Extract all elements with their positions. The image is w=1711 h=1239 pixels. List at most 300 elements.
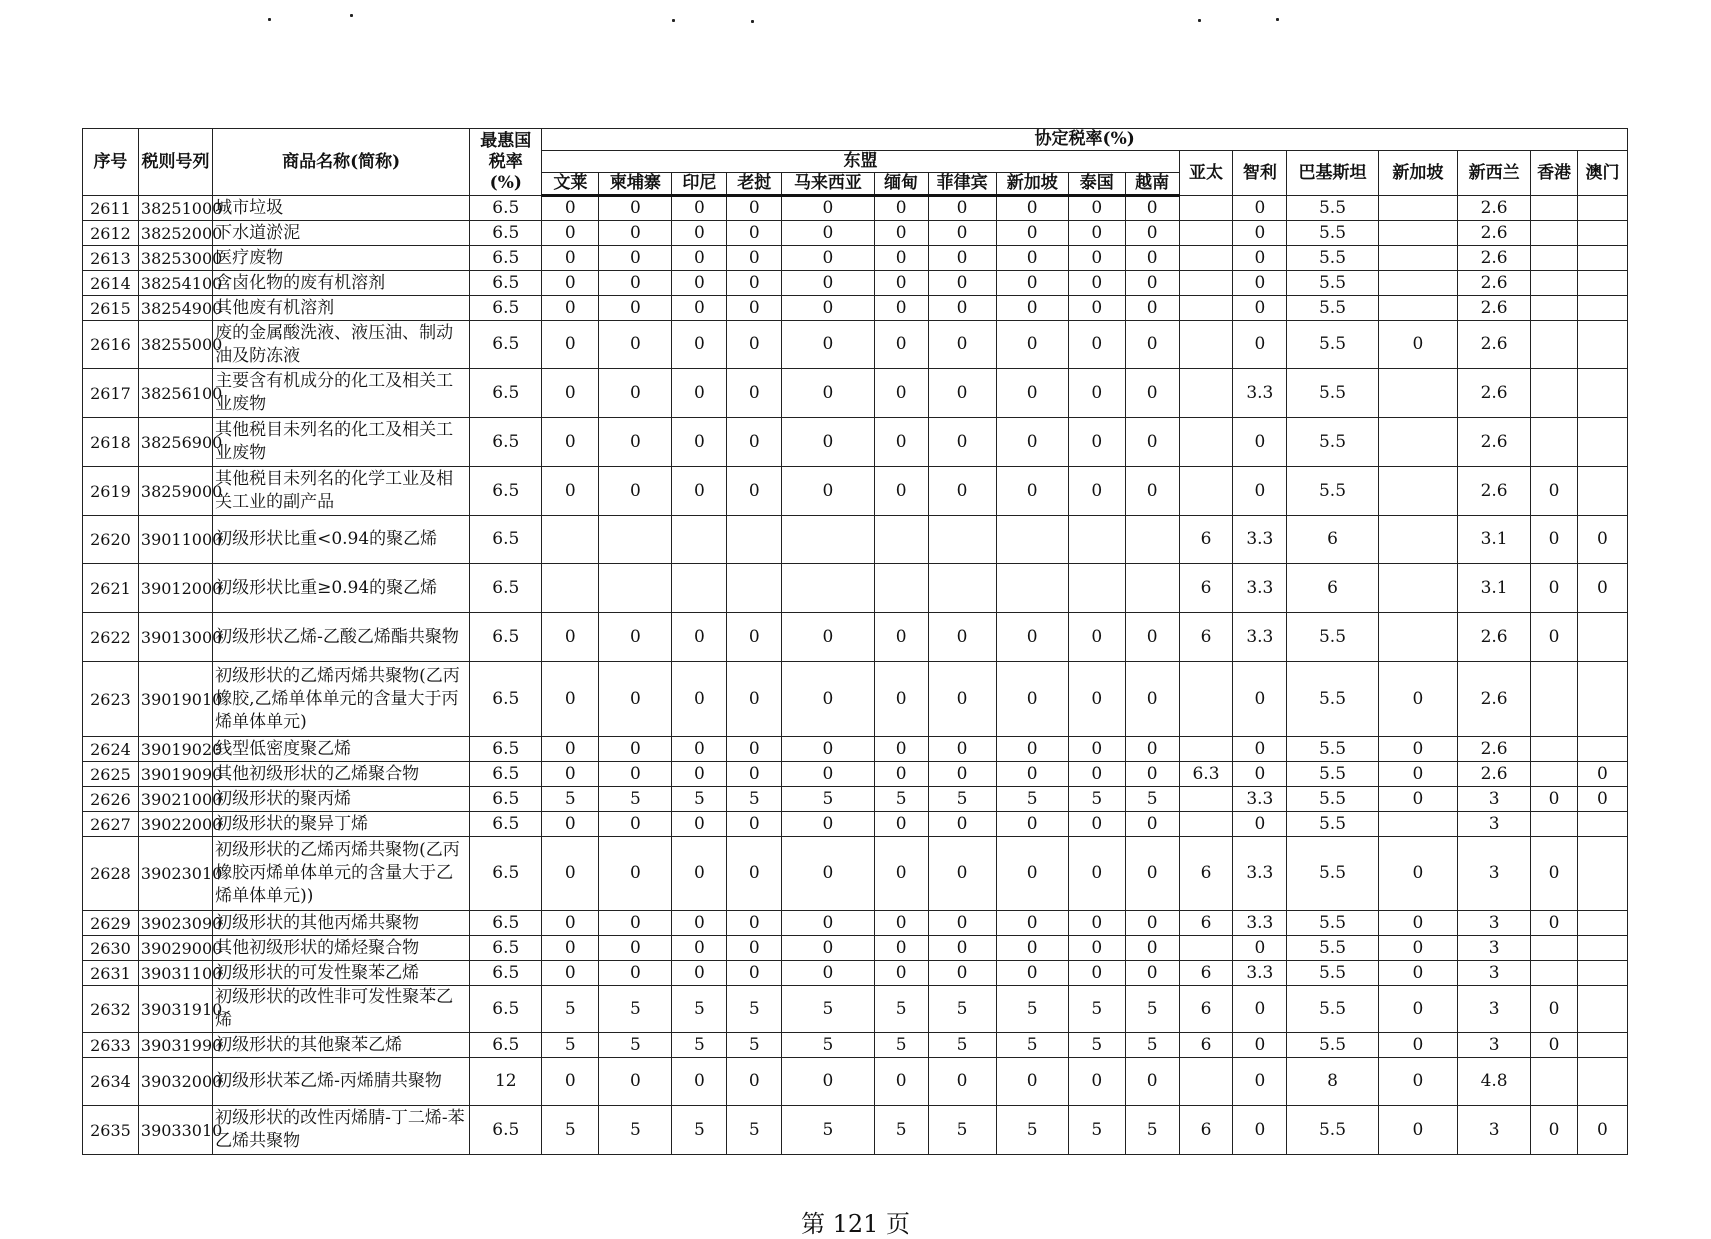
row-rate-cell: 0 [928,296,996,321]
row-rate-cell: 0 [782,762,874,787]
row-rate-cell [542,516,599,564]
row-rate-cell: 0 [1068,936,1125,961]
row-rate-cell: 0 [1068,467,1125,516]
row-rate-cell: 0 [928,271,996,296]
row-rate-cell: 2.6 [1458,467,1531,516]
row-mfn: 6.5 [470,221,542,246]
row-rate-cell: 0 [1378,1033,1457,1058]
row-rate-cell: 0 [727,296,782,321]
table-row [83,1106,1628,1155]
row-code: 39022000 [138,812,212,837]
row-rate-cell: 0 [1233,1106,1287,1155]
row-rate-cell: 5.5 [1287,787,1378,812]
row-rate-cell [1378,418,1457,467]
row-rate-cell [1179,787,1233,812]
row-rate-cell: 0 [782,271,874,296]
row-rate-cell: 0 [928,1058,996,1106]
table-row [83,662,1628,737]
row-rate-cell: 0 [782,321,874,369]
row-rate-cell: 0 [928,737,996,762]
row-rate-cell: 0 [672,467,727,516]
row-rate-cell: 0 [599,321,672,369]
header-other-4: 新西兰 [1458,151,1531,196]
row-code: 39012000 [138,564,212,613]
row-rate-cell: 5 [1068,787,1125,812]
row-rate-cell: 0 [996,196,1068,221]
header-other-5: 香港 [1531,151,1578,196]
row-rate-cell: 0 [1577,1106,1627,1155]
row-seq: 2628 [83,837,139,911]
row-rate-cell: 0 [996,936,1068,961]
row-rate-cell [1531,812,1578,837]
header-mfn [470,129,542,196]
row-name: 初级形状的可发性聚苯乙烯 [213,961,470,986]
row-rate-cell: 0 [1068,221,1125,246]
row-rate-cell: 0 [782,1058,874,1106]
row-rate-cell: 0 [782,246,874,271]
row-rate-cell: 2.6 [1458,196,1531,221]
row-rate-cell: 0 [996,812,1068,837]
row-rate-cell: 0 [1125,812,1179,837]
row-rate-cell: 0 [1378,961,1457,986]
row-rate-cell: 6 [1179,1033,1233,1058]
row-rate-cell: 0 [928,246,996,271]
row-rate-cell: 0 [1378,762,1457,787]
row-rate-cell: 0 [1378,837,1457,911]
row-rate-cell: 5 [874,787,928,812]
row-rate-cell: 6 [1287,564,1378,613]
row-rate-cell: 0 [782,737,874,762]
row-rate-cell: 0 [1531,837,1578,911]
row-code: 39021000 [138,787,212,812]
row-rate-cell: 0 [727,662,782,737]
row-rate-cell: 0 [1125,321,1179,369]
row-rate-cell [1531,369,1578,418]
row-rate-cell: 0 [1378,321,1457,369]
row-rate-cell: 5 [1068,1106,1125,1155]
row-rate-cell: 0 [996,369,1068,418]
row-seq: 2627 [83,812,139,837]
row-rate-cell: 0 [1068,613,1125,662]
row-rate-cell: 5 [1125,787,1179,812]
row-rate-cell: 5 [599,1106,672,1155]
row-rate-cell: 0 [1577,787,1627,812]
row-rate-cell: 0 [542,271,599,296]
row-rate-cell: 5 [1068,986,1125,1033]
row-rate-cell [782,564,874,613]
row-rate-cell [1577,296,1627,321]
row-rate-cell [599,564,672,613]
row-rate-cell: 0 [1233,296,1287,321]
header-other-1: 智利 [1233,151,1287,196]
row-rate-cell: 0 [727,1058,782,1106]
table-row [83,516,1628,564]
row-rate-cell: 0 [874,936,928,961]
row-rate-cell: 0 [1233,321,1287,369]
table-row [83,737,1628,762]
row-rate-cell: 5.5 [1287,296,1378,321]
table-row [83,762,1628,787]
row-rate-cell [1531,936,1578,961]
row-rate-cell: 0 [1125,762,1179,787]
row-rate-cell: 0 [672,271,727,296]
row-rate-cell: 0 [996,296,1068,321]
row-rate-cell [1378,812,1457,837]
row-rate-cell: 0 [672,662,727,737]
row-rate-cell: 0 [1125,936,1179,961]
row-rate-cell: 5 [727,787,782,812]
row-rate-cell: 0 [1378,1058,1457,1106]
table-row [83,986,1628,1033]
row-rate-cell [782,516,874,564]
row-rate-cell [1577,271,1627,296]
row-rate-cell: 5.5 [1287,837,1378,911]
page-number: 第 121 页 [800,1210,911,1238]
row-rate-cell: 0 [782,837,874,911]
row-rate-cell: 0 [1378,1106,1457,1155]
row-code: 38251000 [138,196,212,221]
row-rate-cell: 0 [542,613,599,662]
row-name: 初级形状的其他丙烯共聚物 [213,911,470,936]
row-rate-cell: 0 [1068,737,1125,762]
header-asean-7: 新加坡 [996,173,1068,196]
row-rate-cell [1577,812,1627,837]
row-rate-cell: 0 [1531,1033,1578,1058]
row-rate-cell: 6 [1179,961,1233,986]
header-asean-2: 印尼 [672,173,727,196]
row-rate-cell: 0 [1233,221,1287,246]
row-rate-cell [1179,369,1233,418]
row-rate-cell: 0 [996,271,1068,296]
row-seq: 2622 [83,613,139,662]
table-row [83,369,1628,418]
row-rate-cell: 0 [996,837,1068,911]
table-row [83,564,1628,613]
row-rate-cell: 0 [672,369,727,418]
row-rate-cell: 0 [1577,762,1627,787]
row-seq: 2621 [83,564,139,613]
row-rate-cell: 0 [874,418,928,467]
row-rate-cell [928,564,996,613]
row-seq: 2615 [83,296,139,321]
row-rate-cell: 0 [542,837,599,911]
row-rate-cell: 5 [542,787,599,812]
row-rate-cell: 0 [1068,369,1125,418]
row-rate-cell: 0 [599,961,672,986]
row-rate-cell: 3 [1458,812,1531,837]
row-rate-cell: 0 [996,911,1068,936]
row-rate-cell: 5 [599,1033,672,1058]
row-rate-cell: 4.8 [1458,1058,1531,1106]
row-rate-cell: 3.3 [1233,837,1287,911]
row-rate-cell: 3.3 [1233,369,1287,418]
row-rate-cell: 0 [782,296,874,321]
row-code: 38254100 [138,271,212,296]
row-rate-cell: 5.5 [1287,196,1378,221]
row-rate-cell: 0 [1125,467,1179,516]
header-mfn-line1: 最惠国 [480,130,532,151]
row-rate-cell: 6 [1179,837,1233,911]
row-code: 39013000 [138,613,212,662]
header-asean-8: 泰国 [1068,173,1125,196]
row-mfn: 6.5 [470,418,542,467]
row-rate-cell: 8 [1287,1058,1378,1106]
row-rate-cell: 0 [1068,911,1125,936]
header-mfn-line3: (%) [489,172,522,193]
row-rate-cell: 5.5 [1287,762,1378,787]
row-rate-cell: 0 [727,737,782,762]
header-agreement: 协定税率(%) [542,129,1628,151]
row-rate-cell [1068,564,1125,613]
row-rate-cell: 2.6 [1458,613,1531,662]
row-rate-cell: 0 [928,418,996,467]
row-rate-cell: 0 [996,613,1068,662]
row-rate-cell: 0 [542,762,599,787]
row-rate-cell: 0 [599,296,672,321]
row-rate-cell: 0 [542,1058,599,1106]
row-rate-cell: 5 [996,986,1068,1033]
row-rate-cell: 6 [1287,516,1378,564]
row-seq: 2623 [83,662,139,737]
row-rate-cell: 0 [542,662,599,737]
row-rate-cell: 0 [1125,911,1179,936]
row-rate-cell: 2.6 [1458,296,1531,321]
row-rate-cell [1179,1058,1233,1106]
row-seq: 2633 [83,1033,139,1058]
row-seq: 2620 [83,516,139,564]
row-rate-cell: 0 [874,762,928,787]
row-name: 含卤化物的废有机溶剂 [213,271,470,296]
row-rate-cell: 0 [727,196,782,221]
row-rate-cell: 0 [1233,762,1287,787]
row-rate-cell: 0 [874,369,928,418]
row-rate-cell: 0 [874,911,928,936]
row-rate-cell: 0 [996,961,1068,986]
row-rate-cell [1531,196,1578,221]
row-rate-cell: 5.5 [1287,613,1378,662]
row-rate-cell: 0 [1378,737,1457,762]
row-rate-cell: 0 [727,418,782,467]
header-name: 商品名称(简称) [213,129,470,196]
row-rate-cell: 0 [874,196,928,221]
row-rate-cell: 0 [727,762,782,787]
row-rate-cell [1531,321,1578,369]
row-rate-cell [1378,296,1457,321]
table-row [83,221,1628,246]
row-rate-cell: 0 [1125,737,1179,762]
header-asean-6: 菲律宾 [928,173,996,196]
row-rate-cell [996,564,1068,613]
row-name: 废的金属酸洗液、液压油、制动油及防冻液 [213,321,470,369]
table-row [83,812,1628,837]
row-rate-cell: 0 [996,246,1068,271]
row-code: 38256900 [138,418,212,467]
row-rate-cell: 6 [1179,516,1233,564]
row-rate-cell [1378,369,1457,418]
row-rate-cell: 0 [1233,271,1287,296]
row-rate-cell: 0 [928,961,996,986]
row-rate-cell: 0 [1068,662,1125,737]
row-rate-cell: 5 [928,986,996,1033]
row-rate-cell: 5 [672,1033,727,1058]
row-rate-cell [1577,737,1627,762]
row-rate-cell: 0 [874,1058,928,1106]
row-rate-cell: 0 [928,911,996,936]
row-rate-cell: 0 [1125,221,1179,246]
row-rate-cell: 0 [996,467,1068,516]
row-rate-cell: 0 [599,762,672,787]
row-rate-cell: 0 [1125,418,1179,467]
table-row [83,961,1628,986]
header-asean-5: 缅甸 [874,173,928,196]
row-mfn: 6.5 [470,369,542,418]
row-rate-cell: 0 [1125,196,1179,221]
row-rate-cell: 6 [1179,911,1233,936]
row-rate-cell: 0 [874,221,928,246]
row-rate-cell: 0 [1233,196,1287,221]
row-rate-cell [874,516,928,564]
row-rate-cell: 0 [1068,762,1125,787]
header-mfn-line2: 税率 [488,151,523,172]
row-rate-cell: 0 [874,737,928,762]
row-name: 初级形状的乙烯丙烯共聚物(乙丙橡胶丙烯单体单元的含量大于乙烯单体单元)) [213,837,470,911]
row-rate-cell [1531,221,1578,246]
row-rate-cell: 0 [1531,516,1578,564]
table-row [83,246,1628,271]
row-rate-cell: 5.5 [1287,418,1378,467]
row-rate-cell: 5 [874,1033,928,1058]
row-code: 39019090 [138,762,212,787]
row-rate-cell: 0 [1125,1058,1179,1106]
row-rate-cell [1531,246,1578,271]
row-mfn: 6.5 [470,936,542,961]
row-seq: 2616 [83,321,139,369]
row-rate-cell: 0 [928,762,996,787]
row-rate-cell: 0 [542,936,599,961]
row-rate-cell: 6 [1179,613,1233,662]
row-rate-cell: 0 [599,418,672,467]
row-rate-cell: 0 [1068,418,1125,467]
row-code: 39019010 [138,662,212,737]
row-rate-cell: 5 [542,1106,599,1155]
row-name: 下水道淤泥 [213,221,470,246]
row-rate-cell: 5 [996,787,1068,812]
row-rate-cell: 0 [672,936,727,961]
header-asean-3: 老挝 [727,173,782,196]
row-rate-cell: 0 [782,936,874,961]
row-rate-cell [599,516,672,564]
row-rate-cell: 5 [874,1106,928,1155]
row-rate-cell [1378,516,1457,564]
row-seq: 2613 [83,246,139,271]
row-rate-cell: 0 [928,321,996,369]
row-rate-cell: 5 [1068,1033,1125,1058]
row-rate-cell [1179,936,1233,961]
row-rate-cell: 2.6 [1458,418,1531,467]
row-mfn: 6.5 [470,271,542,296]
row-rate-cell: 0 [1125,961,1179,986]
row-mfn: 6.5 [470,961,542,986]
row-rate-cell: 5 [874,986,928,1033]
row-rate-cell: 5 [542,986,599,1033]
row-rate-cell: 3 [1458,837,1531,911]
header-asean-1: 柬埔寨 [599,173,672,196]
row-rate-cell: 3.3 [1233,787,1287,812]
row-name: 线型低密度聚乙烯 [213,737,470,762]
row-rate-cell: 0 [928,812,996,837]
row-mfn: 6.5 [470,662,542,737]
row-rate-cell: 0 [542,418,599,467]
row-rate-cell: 0 [1125,837,1179,911]
row-mfn: 6.5 [470,1106,542,1155]
row-rate-cell: 0 [727,321,782,369]
row-rate-cell [1577,467,1627,516]
row-rate-cell [1378,196,1457,221]
row-rate-cell [1577,321,1627,369]
row-rate-cell: 0 [1233,662,1287,737]
row-rate-cell: 0 [599,936,672,961]
row-rate-cell [1577,196,1627,221]
row-rate-cell: 0 [874,467,928,516]
row-rate-cell [1068,516,1125,564]
row-rate-cell: 0 [727,271,782,296]
row-rate-cell [1531,296,1578,321]
row-rate-cell [1378,246,1457,271]
row-code: 39033010 [138,1106,212,1155]
row-rate-cell: 0 [874,837,928,911]
row-rate-cell: 0 [1233,737,1287,762]
row-rate-cell [727,564,782,613]
row-rate-cell: 0 [672,196,727,221]
row-rate-cell: 5.5 [1287,1033,1378,1058]
row-rate-cell [1378,221,1457,246]
row-rate-cell: 5 [1125,986,1179,1033]
row-rate-cell: 0 [928,837,996,911]
row-mfn: 6.5 [470,613,542,662]
row-rate-cell: 0 [928,613,996,662]
row-rate-cell: 0 [782,196,874,221]
row-rate-cell: 0 [672,762,727,787]
header-other-2: 巴基斯坦 [1287,151,1378,196]
row-rate-cell: 0 [874,321,928,369]
row-rate-cell [1531,737,1578,762]
row-rate-cell: 5 [727,1033,782,1058]
row-rate-cell: 0 [1068,296,1125,321]
row-mfn: 6.5 [470,837,542,911]
row-mfn: 6.5 [470,196,542,221]
row-rate-cell [1577,837,1627,911]
row-rate-cell [1577,221,1627,246]
row-rate-cell: 5.5 [1287,961,1378,986]
row-rate-cell: 2.6 [1458,321,1531,369]
row-rate-cell: 5 [599,787,672,812]
header-asean: 东盟 [542,151,1179,173]
row-rate-cell [1179,812,1233,837]
row-rate-cell: 3.3 [1233,961,1287,986]
row-rate-cell: 0 [542,246,599,271]
row-rate-cell: 0 [599,196,672,221]
row-rate-cell: 0 [1125,369,1179,418]
row-rate-cell: 0 [874,613,928,662]
row-rate-cell: 3 [1458,1106,1531,1155]
row-rate-cell: 0 [542,467,599,516]
row-rate-cell: 0 [599,246,672,271]
row-rate-cell: 0 [599,271,672,296]
row-rate-cell: 0 [928,196,996,221]
row-rate-cell: 0 [1068,961,1125,986]
row-rate-cell: 0 [996,737,1068,762]
row-name: 初级形状苯乙烯-丙烯腈共聚物 [213,1058,470,1106]
